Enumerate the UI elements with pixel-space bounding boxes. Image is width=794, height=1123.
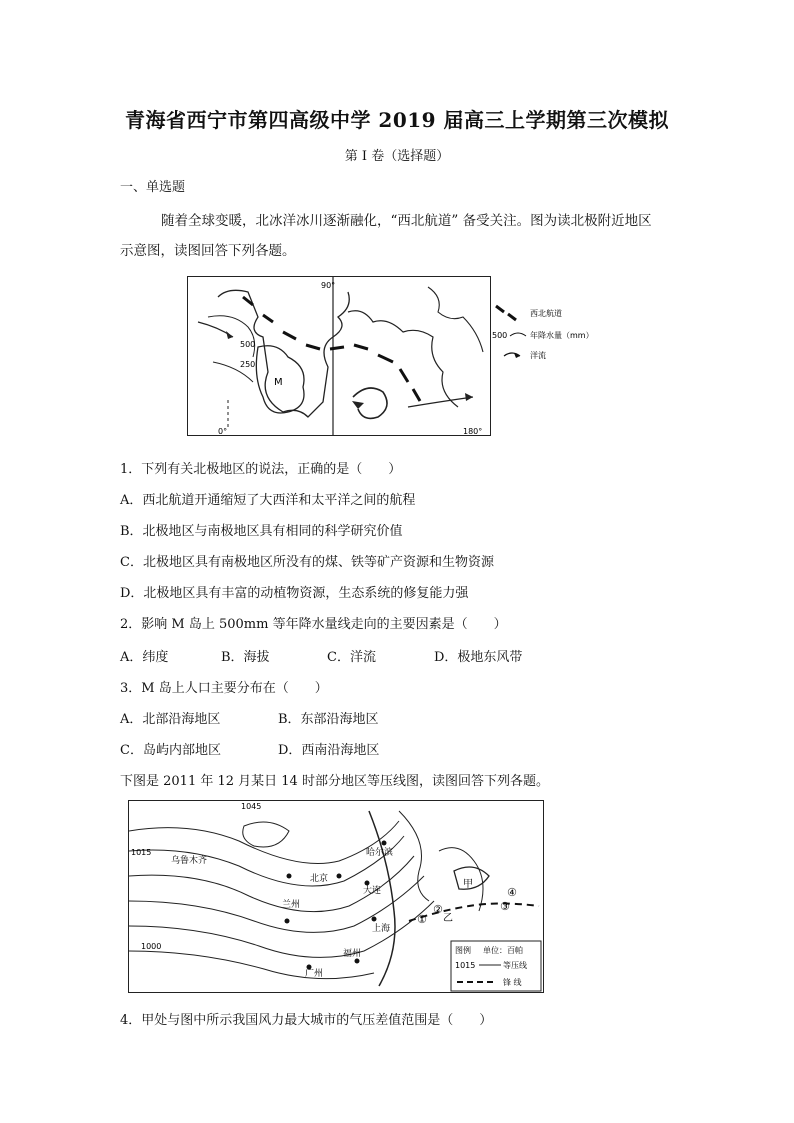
marker-1: ① (417, 913, 427, 926)
city-label-fuzhou: 福州 (343, 949, 362, 959)
question-2-option-b[interactable]: B．海拔 (221, 650, 270, 665)
page-title: 青海省西宁市第四高级中学 2019 届高三上学期第三次模拟 (124, 108, 670, 132)
legend-route-label: 西北航道 (530, 309, 562, 318)
intro-line-2: 示意图，读图回答下列各题。 (120, 243, 296, 259)
city-label-urumqi: 乌鲁木齐 (171, 856, 208, 866)
lon-label-180: 180° (463, 427, 483, 435)
coastline-north-america (348, 311, 458, 407)
city-label-guangzhou: 广州 (305, 969, 324, 979)
question-2-stem: 2．影响 M 岛上 500mm 等年降水量线走向的主要因素是（ ） (120, 617, 507, 632)
isobar-label-1000: 1000 (141, 942, 162, 951)
city-dot-harbin (382, 841, 387, 846)
city-dot-urumqi (287, 874, 292, 879)
legend-isobar-label: 等压线 (503, 961, 527, 970)
question-1-option-d[interactable]: D．北极地区具有丰富的动植物资源，生态系统的修复能力强 (120, 586, 469, 601)
isoline-legend-icon (510, 333, 526, 336)
lat-label-90: 90° (321, 281, 336, 290)
city-dot-lanzhou (285, 919, 290, 924)
marker-4: ④ (507, 886, 517, 899)
gyre-arrow-head (352, 401, 364, 409)
question-1-option-b[interactable]: B．北极地区与南极地区具有相同的科学研究价值 (120, 524, 403, 539)
city-dot-shanghai (372, 917, 377, 922)
isobar-map-figure (128, 800, 544, 993)
city-label-harbin: 哈尔滨 (366, 848, 394, 858)
question-3-stem: 3．M 岛上人口主要分布在（ ） (120, 681, 328, 696)
city-label-lanzhou: 兰州 (282, 900, 301, 910)
isobar-1 (129, 821, 399, 864)
isoline-label-250: 250 (240, 360, 256, 369)
intro-paragraph-1 (120, 206, 680, 266)
legend-front-label: 锋 线 (503, 978, 522, 987)
coastline-alaska (428, 287, 483, 352)
route-legend-icon (496, 306, 516, 320)
question-1-option-c[interactable]: C．北极地区具有南极地区所没有的煤、铁等矿产资源和生物资源 (120, 555, 494, 570)
arctic-map (188, 277, 490, 435)
city-label-dalian: 大连 (363, 886, 382, 896)
isobar-map (129, 801, 543, 992)
legend-isobar-value: 1015 (455, 961, 476, 970)
current-west-arrow-head (226, 331, 233, 339)
high-center (243, 822, 289, 847)
question-3-option-b[interactable]: B．东部沿海地区 (278, 712, 379, 727)
city-dot-dalian (365, 881, 370, 886)
legend-unit: 单位：百帕 (483, 946, 523, 955)
northwest-passage-route (243, 297, 420, 401)
isobar-6 (129, 951, 374, 979)
area-label-yi: 乙 (443, 913, 453, 924)
city-label-shanghai: 上海 (372, 924, 391, 934)
city-label-beijing: 北京 (310, 874, 329, 884)
question-3-option-d[interactable]: D．西南沿海地区 (278, 743, 380, 758)
question-2-option-d[interactable]: D．极地东风带 (434, 650, 523, 665)
intro-paragraph-2: 下图是 2011 年 12 月某日 14 时部分地区等压线图，读图回答下列各题。 (120, 774, 549, 789)
island-m-label: M (274, 377, 283, 388)
question-4-stem: 4．甲处与图中所示我国风力最大城市的气压差值范围是（ ） (120, 1013, 493, 1028)
legend-precip-label: 年降水量（mm） (530, 331, 594, 340)
question-2-option-a[interactable]: A．纬度 (120, 650, 169, 665)
section-heading: 一、单选题 (120, 180, 186, 195)
legend-current-label: 洋流 (530, 351, 546, 360)
coastline-greenland (218, 290, 349, 417)
marker-3: ③ (500, 900, 510, 913)
question-1-stem: 1．下列有关北极地区的说法，正确的是（ ） (120, 462, 402, 477)
arctic-map-legend (490, 300, 600, 370)
lon-label-0: 0° (218, 427, 228, 435)
question-2-option-c[interactable]: C．洋流 (327, 650, 376, 665)
arctic-map-figure (187, 276, 491, 436)
current-east-arrow-head (465, 393, 473, 401)
question-1-option-a[interactable]: A．西北航道开通缩短了大西洋和太平洋之间的航程 (120, 493, 416, 508)
question-3-option-c[interactable]: C．岛屿内部地区 (120, 743, 221, 758)
isobar-label-1045: 1045 (241, 802, 262, 811)
marker-2: ② (433, 903, 443, 916)
city-dot-fuzhou (355, 959, 360, 964)
city-dot-beijing (337, 874, 342, 879)
isobar-label-1015: 1015 (131, 848, 152, 857)
intro-line-1: 随着全球变暖，北冰洋冰川逐渐融化，“西北航道” 备受关注。图为读北极附近地区 (161, 213, 652, 229)
isoline-label-500: 500 (240, 340, 256, 349)
legend-isoline-value: 500 (492, 331, 508, 340)
legend-title: 图例 (455, 946, 471, 955)
page-subtitle: 第 I 卷（选择题） (344, 149, 450, 164)
coastline-japan (439, 848, 483, 911)
area-label-jia: 甲 (463, 879, 473, 890)
question-3-option-a[interactable]: A．北部沿海地区 (120, 712, 221, 727)
